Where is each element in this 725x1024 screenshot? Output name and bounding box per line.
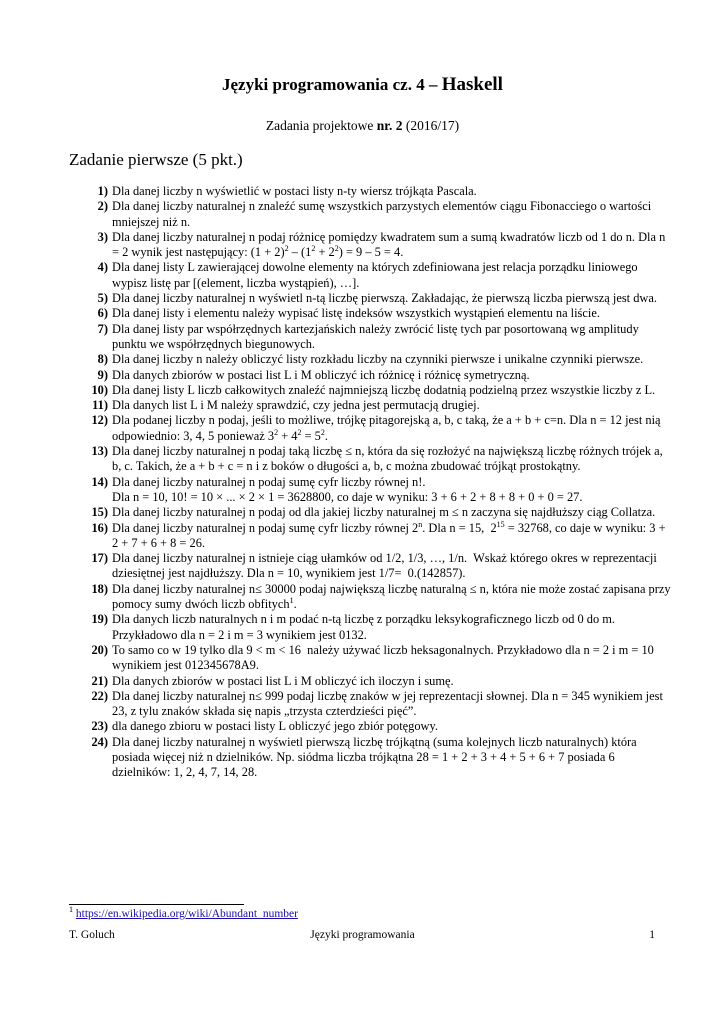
task-item xyxy=(80,505,672,520)
task-number: 6) xyxy=(97,306,108,321)
task-number: 8) xyxy=(97,352,108,367)
footer-page-number: 1 xyxy=(649,929,655,941)
task-number: 13) xyxy=(91,444,108,459)
task-item xyxy=(80,352,672,367)
task-text: Dla danych liczb naturalnych n i m podać n-tą liczbę z porządku leksykograficznego liczb od 0 do m. Przykładowo dla n = 2 i m = 3 wynikiem jest 0132. xyxy=(112,612,616,642)
document-subtitle xyxy=(0,118,725,134)
task-text: Dla danej liczby n należy obliczyć listy rozkładu liczby na czynniki pierwsze i unikalne czynniki pierwsze. xyxy=(112,352,644,367)
task-item xyxy=(80,230,672,261)
document-title xyxy=(0,74,725,96)
footer-author: T. Goluch xyxy=(69,929,115,941)
task-text: Dla danej liczby naturalnej n wyświetl pierwszą liczbę trójkątną (suma kolejnych liczb naturalnych) która posiada więcej niż n dzielników. Np. siódma liczba trójkątna 28 = 1 + 2 + 3 + 4 + 5 + 6 + 7 posiada 6 dzielników: 1, 2, 4, 7, 14, 28. xyxy=(112,734,637,780)
task-text: Dla danej liczby naturalnej n istnieje ciąg ułamków od 1/2, 1/3, …, 1/n. Wskaż którego okres w reprezentacji dziesiętnej jest najdłuższy. Dla n = 10, wynikiem jest 1/7= 0.(142857). xyxy=(112,551,657,581)
task-item xyxy=(80,260,672,291)
task-text: Dla danej liczby naturalnej n podaj taką liczbę ≤ n, która da się rozłożyć na największą liczbę różnych trójek a, b, c. Takich, że a + b + c = n i z boków o długości a, b, c można zbudować trójkąt prostokątny. xyxy=(112,444,663,474)
task-number: 20) xyxy=(91,642,108,657)
task-number: 5) xyxy=(97,291,108,306)
task-item xyxy=(80,291,672,306)
task-text: Dla danej liczby n wyświetlić w postaci listy n-ty wiersz trójkąta Pascala. xyxy=(112,184,477,198)
task-item xyxy=(80,383,672,398)
task-item xyxy=(80,551,672,582)
task-text: Dla danej liczby naturalnej n znaleźć sumę wszystkich parzystych elementów ciągu Fibonacciego o wartości mniejszej niż n. xyxy=(112,199,652,229)
task-number: 1) xyxy=(97,184,108,198)
task-item xyxy=(80,612,672,643)
title-haskell: Haskell xyxy=(441,74,503,95)
task-number: 9) xyxy=(97,367,108,382)
task-item xyxy=(80,413,672,444)
task-item xyxy=(80,398,672,413)
footnote-mark: 1 xyxy=(69,905,73,915)
task-number: 12) xyxy=(91,413,108,428)
subtitle-prefix: Zadania projektowe xyxy=(265,118,377,133)
task-text: Dla danej liczby naturalnej n wyświetl n-tą liczbę pierwszą. Zakładając, że pierwszą liczba pierwszą jest dwa. xyxy=(112,291,657,306)
task-text: Dla podanej liczby n podaj, jeśli to możliwe, trójkę pitagorejską a, b, c taką, że a + b + c=n. Dla n = 12 jest nią odpowiednio: 3, 4, 5 ponieważ $3^2 + 4^2 = 5^2$. xyxy=(112,413,661,443)
task-text: To samo co w 19 tylko dla 9 < m < 16 należy używać liczb heksagonalnych. Przykładowo dla n = 2 i m = 10 wynikiem jest 012345678A9. xyxy=(112,642,654,673)
title-main: Języki programowania cz. 4 – xyxy=(222,75,442,94)
subtitle-year: (2016/17) xyxy=(402,118,460,133)
task-item xyxy=(80,521,672,552)
task-text: Dla danych list L i M należy sprawdzić, czy jedna jest permutacją drugiej. xyxy=(112,398,480,413)
task-text: Dla danej liczby naturalnej n≤ 999 podaj liczbę znaków w jej reprezentacji słownej. Dla n = 345 wynikiem jest 23, z tylu znaków składa się napis „trzysta czterdzieści pięć”. xyxy=(112,688,663,719)
task-number: 10) xyxy=(91,382,108,397)
task-number: 14) xyxy=(91,474,108,489)
task-text: Dla danych zbiorów w postaci list L i M obliczyć ich iloczyn i sumę. xyxy=(112,673,454,688)
task-item xyxy=(80,735,672,781)
footnote xyxy=(69,905,298,920)
task-item xyxy=(80,689,672,720)
task-number: 21) xyxy=(91,673,108,688)
footnote-link[interactable]: https://en.wikipedia.org/wiki/Abundant_number xyxy=(75,908,298,920)
task-item xyxy=(80,582,672,613)
task-text: Dla danej listy par współrzędnych kartezjańskich należy zwrócić listę tych par posortowaną wg amplitudy punktu we współrzędnych biegunowych. xyxy=(112,321,639,351)
task-item xyxy=(80,475,672,506)
task-text: Dla danej liczby naturalnej n≤ 30000 podaj największą liczbę naturalną ≤ n, która nie może zostać zapisana przy pomocy sumy dwóch liczb obfitych$^1$. xyxy=(112,581,671,612)
task-item xyxy=(80,444,672,475)
task-text: Dla danej liczby naturalnej n podaj sumę cyfr liczby równej n!. Dla n = 10, 10! = 10 × ... × 2 × 1 = 3628800, co daje w wyniku: 3 + 6 + 2 + 8 + 8 + 0 + 0 = 27. xyxy=(112,474,583,504)
task-item xyxy=(80,199,672,230)
task-item xyxy=(80,184,672,199)
task-number: 3) xyxy=(97,229,108,244)
task-number: 23) xyxy=(91,719,108,734)
footer-course: Języki programowania xyxy=(310,929,415,941)
task-text: Dla danej liczby naturalnej n podaj sumę cyfr liczby równej 2$^n$. Dla n = 15, $2^{15} = 32768$, co daje w wyniku: 3 + 2 + 7 + 6 + 8 = 26. xyxy=(112,519,666,550)
task-item xyxy=(80,674,672,689)
task-number: 19) xyxy=(91,612,108,627)
footnote-divider xyxy=(69,904,244,905)
task-text: Dla danej listy i elementu należy wypisać listę indeksów wszystkich wystąpień elementu na liście. xyxy=(112,306,600,321)
task-item xyxy=(80,368,672,383)
section-heading: Zadanie pierwsze (5 pkt.) xyxy=(69,150,243,169)
task-list xyxy=(80,184,672,781)
task-item xyxy=(80,306,672,321)
task-number: 16) xyxy=(91,520,108,535)
task-text: Dla danej liczby naturalnej n podaj różnicę pomiędzy kwadratem sum a sumą kwadratów liczb od 1 do n. Dla n = 2 wynik jest następujący: $(1 + 2)^2 - (1^2 + 2^2) = 9 - 5 = 4$. xyxy=(112,229,666,260)
task-number: 18) xyxy=(91,581,108,596)
task-number: 4) xyxy=(97,260,108,275)
task-text: Dla danych zbiorów w postaci list L i M obliczyć ich różnicę i różnicę symetryczną. xyxy=(112,367,530,382)
task-number: 24) xyxy=(91,734,108,749)
task-number: 15) xyxy=(91,505,108,520)
task-number: 11) xyxy=(92,398,108,413)
task-number: 17) xyxy=(91,551,108,566)
task-item xyxy=(80,719,672,734)
task-number: 2) xyxy=(97,199,108,214)
task-item xyxy=(80,643,672,674)
task-number: 22) xyxy=(91,688,108,703)
task-text: dla danego zbioru w postaci listy L obliczyć jego zbiór potęgowy. xyxy=(112,719,438,734)
task-text: Dla danej listy L zawierającej dowolne elementy na których zdefiniowana jest relacja porządku liniowego wypisz listę par [(element, liczba wystąpień), …]. xyxy=(112,260,638,290)
task-item xyxy=(80,322,672,353)
task-text: Dla danej liczby naturalnej n podaj od dla jakiej liczby naturalnej m ≤ n zaczyna się najdłuższy ciąg Collatza. xyxy=(112,505,656,520)
task-number: 7) xyxy=(97,321,108,336)
task-text: Dla danej listy L liczb całkowitych znaleźć najmniejszą liczbę dodatnią podzielną przez wszystkie liczby z L. xyxy=(112,382,656,397)
subtitle-number: nr. 2 xyxy=(376,118,403,133)
